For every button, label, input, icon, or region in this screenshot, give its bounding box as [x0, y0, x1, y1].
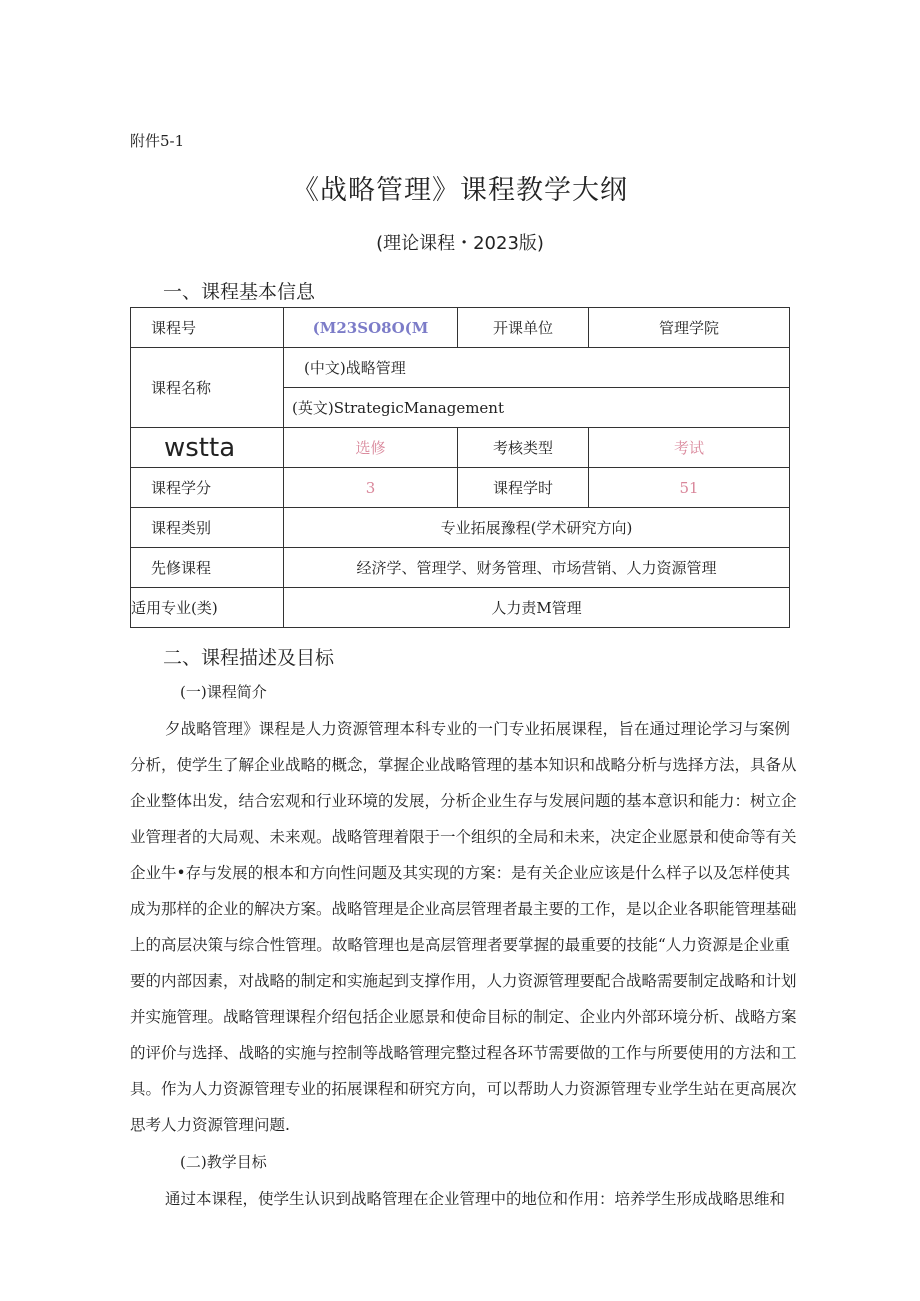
cell-label: wstta: [131, 428, 284, 468]
exam-type: 考试: [589, 428, 790, 468]
text-line: 并实施管理。战略管理课程介绍包括企业愿景和使命目标的制定、企业内外部环境分析、战略方案: [130, 1008, 797, 1026]
text-line: 企业整体出发，结合宏观和行业环境的发展，分析企业生存与发展问题的基本意识和能力：树立企: [130, 792, 797, 810]
cell-label: 课程类别: [131, 508, 284, 548]
course-info-table: [130, 307, 790, 628]
cell-label: 开课单位: [458, 308, 589, 348]
section-heading-basic-info: 一、课程基本信息: [163, 281, 316, 303]
text-line: 的评价与选择、战略的实施与控制等战略管理完整过程各环节需要做的工作与所要使用的方法和工: [130, 1044, 797, 1062]
page-subtitle: (理论课程・2023版): [376, 233, 544, 254]
cell-label: 课程名称: [131, 348, 284, 428]
cell-label: 课程学分: [131, 468, 284, 508]
cell-label: 考核类型: [458, 428, 589, 468]
text-line: 企业牛•存与发展的根本和方向性问题及其实现的方案：是有关企业应该是什么样子以及怎样使其: [130, 864, 791, 882]
cell-label: 课程学时: [458, 468, 589, 508]
course-number: (M23SO8O(M: [284, 308, 458, 348]
course-nature: 选修: [284, 428, 458, 468]
text-line: 思考人力资源管理问题.: [130, 1116, 290, 1134]
table-row: [131, 588, 790, 628]
department: 管理学院: [589, 308, 790, 348]
course-name-cn: (中文)战略管理: [284, 348, 790, 388]
table-row: [131, 508, 790, 548]
attachment-label: 附件5-1: [130, 132, 185, 150]
cell-label: 课程号: [131, 308, 284, 348]
section-heading-description: 二、课程描述及目标: [163, 647, 335, 669]
text-line: 业管理者的大局观、未来观。战略管理着限于一个组织的全局和未来，决定企业愿景和使命等有关: [130, 828, 797, 846]
goals-paragraph: 通过本课程，使学生认识到战略管理在企业管理中的地位和作用：培养学生形成战略思维和: [165, 1190, 786, 1208]
text-line: 成为那样的企业的解决方案。战略管理是企业高层管理者最主要的工作，是以企业各职能管理基础: [130, 900, 797, 918]
table-row: [131, 548, 790, 588]
subheading-intro: (一)课程简介: [180, 683, 267, 701]
text-line: 要的内部因素，对战略的制定和实施起到支撑作用，人力资源管理要配合战略需要制定战略和计划: [130, 972, 797, 990]
table-row: [131, 428, 790, 468]
table-row: [131, 468, 790, 508]
cell-label: 先修课程: [131, 548, 284, 588]
course-category: 专业拓展豫程(学术研究方向): [284, 508, 790, 548]
table-row: [131, 348, 790, 388]
subheading-goals: (二)教学目标: [180, 1153, 267, 1171]
text-line: 夕战略管理》课程是人力资源管理本科专业的一门专业拓展课程，旨在通过理论学习与案例: [165, 720, 790, 738]
course-name-en: (英文)StrategicManagement: [284, 388, 790, 428]
text-line: 上的高层决策与综合性管理。故略管理也是高层管理者要掌握的最重要的技能“人力资源是企业重: [130, 936, 790, 954]
applicable-major: 人力责M管理: [284, 588, 790, 628]
table-row: [131, 308, 790, 348]
text-line: 分析，使学生了解企业战略的概念，掌握企业战略管理的基本知识和战略分析与选择方法，具备从: [130, 756, 797, 774]
credits: 3: [284, 468, 458, 508]
text-line: 具。作为人力资源管理专业的拓展课程和研究方向，可以帮助人力资源管理专业学生站在更高展次: [130, 1080, 797, 1098]
cell-label: 适用专业(类): [131, 588, 284, 628]
page-title: 《战略管理》课程教学大纲: [292, 175, 628, 206]
prerequisites: 经济学、管理学、财务管理、市场营销、人力资源管理: [284, 548, 790, 588]
hours: 51: [589, 468, 790, 508]
